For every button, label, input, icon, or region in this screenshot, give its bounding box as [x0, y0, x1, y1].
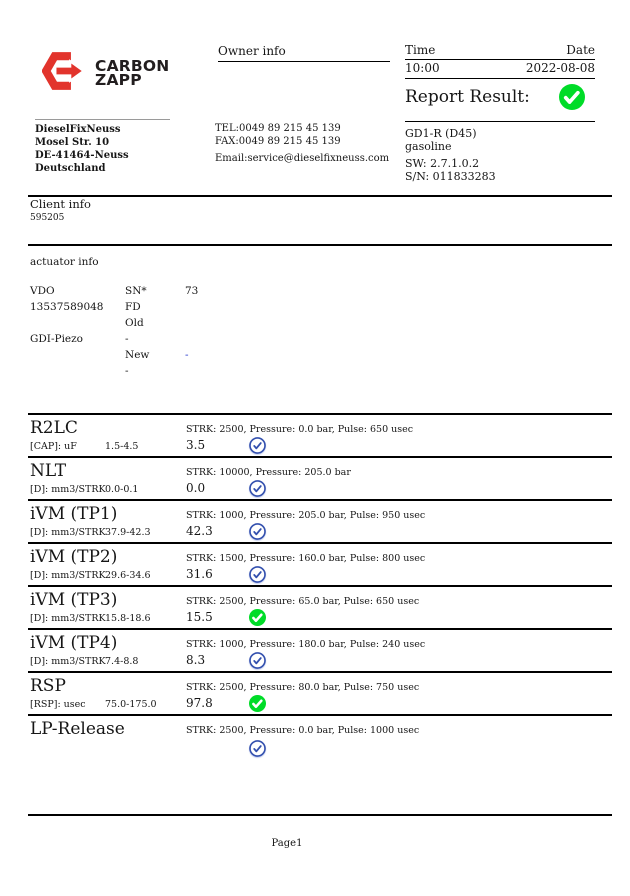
test-section-ivm-tp1	[28, 499, 612, 542]
actuator-field-value: 73	[185, 285, 199, 297]
test-value: 0.0	[186, 481, 206, 495]
test-value: 31.6	[186, 567, 213, 581]
test-name: iVM (TP1)	[30, 504, 118, 524]
owner-tel: TEL:0049 89 215 45 139	[215, 123, 341, 134]
machine-software-version: SW: 2.7.1.0.2	[405, 157, 480, 170]
actuator-row	[30, 363, 285, 379]
status-check-icon	[249, 652, 266, 669]
test-conditions: STRK: 1000, Pressure: 180.0 bar, Pulse: 240 usec	[186, 639, 426, 650]
machine-serial-number: S/N: 011833283	[405, 170, 496, 183]
test-section-lp-release	[28, 714, 612, 764]
owner-divider-line	[35, 119, 170, 120]
test-param-label: [D]: mm3/STRK	[30, 613, 106, 624]
test-section-ivm-tp3	[28, 585, 612, 628]
logo-text-line2: ZAPP	[95, 71, 142, 89]
test-range: 0.0-0.1	[105, 484, 139, 495]
machine-divider-line	[405, 121, 595, 122]
test-param-label: [D]: mm3/STRK	[30, 570, 106, 581]
status-check-icon	[249, 566, 266, 583]
actuator-cell	[30, 363, 125, 379]
test-section-r2lc	[28, 413, 612, 456]
test-name: LP-Release	[30, 719, 125, 739]
status-check-icon	[249, 609, 266, 626]
test-name: NLT	[30, 461, 67, 481]
report-result-label: Report Result:	[405, 87, 530, 107]
owner-info-heading: Owner info	[218, 44, 390, 62]
test-param-label: [RSP]: usec	[30, 699, 86, 710]
footer-divider	[28, 814, 612, 816]
logo-text-line1: CARBON	[95, 56, 170, 75]
logo-text	[95, 56, 170, 89]
report-result	[405, 84, 595, 112]
test-name: iVM (TP4)	[30, 633, 118, 653]
test-conditions: STRK: 1500, Pressure: 160.0 bar, Pulse: 800 usec	[186, 553, 426, 564]
status-check-icon	[249, 695, 266, 712]
owner-address-block	[35, 123, 129, 175]
actuator-row	[30, 283, 285, 299]
time-value: 10:00	[405, 61, 440, 75]
actuator-field-label: New	[125, 349, 150, 361]
actuator-field-value	[185, 299, 285, 315]
owner-name: DieselFixNeuss	[35, 124, 121, 135]
test-section-nlt	[28, 456, 612, 499]
actuator-field-value	[185, 331, 285, 347]
actuator-field-label: SN*	[125, 285, 147, 297]
actuator-brand: VDO	[30, 285, 55, 297]
actuator-table	[30, 283, 285, 379]
test-range: 75.0-175.0	[105, 699, 157, 710]
client-number: 595205	[30, 213, 65, 223]
test-param-label: [CAP]: uF	[30, 441, 77, 452]
test-conditions: STRK: 10000, Pressure: 205.0 bar	[186, 467, 351, 478]
actuator-row	[30, 315, 285, 331]
actuator-cell	[30, 315, 125, 331]
test-param-label: [D]: mm3/STRK	[30, 527, 106, 538]
test-conditions: STRK: 2500, Pressure: 0.0 bar, Pulse: 650 usec	[186, 424, 414, 435]
test-conditions: STRK: 2500, Pressure: 0.0 bar, Pulse: 1000 usec	[186, 725, 420, 736]
client-info-block	[30, 197, 91, 223]
actuator-row	[30, 299, 285, 315]
actuator-field-value	[185, 363, 285, 379]
owner-fax: FAX:0049 89 215 45 139	[215, 136, 341, 147]
machine-model: GD1-R (D45)	[405, 127, 477, 140]
actuator-field-label: Old	[125, 317, 144, 329]
owner-contact-block	[215, 122, 389, 165]
owner-email: Email:service@dieselfixneuss.com	[215, 153, 390, 164]
actuator-field-label: -	[125, 333, 129, 345]
time-date-values-row	[405, 60, 595, 79]
test-name: iVM (TP2)	[30, 547, 118, 567]
test-range: 1.5-4.5	[105, 441, 139, 452]
actuator-field-label: -	[125, 365, 129, 377]
test-range: 7.4-8.8	[105, 656, 139, 667]
date-label: Date	[566, 43, 595, 57]
actuator-part-number: 13537589048	[30, 301, 104, 313]
actuator-type: GDI-Piezo	[30, 333, 83, 345]
carbon-zapp-logo	[42, 50, 169, 96]
date-value: 2022-08-08	[525, 61, 595, 75]
actuator-field-label: FD	[125, 301, 141, 313]
section-divider	[28, 195, 612, 197]
test-value: 15.5	[186, 610, 213, 624]
actuator-row	[30, 347, 285, 363]
test-results-list	[28, 413, 612, 764]
carbon-zapp-hex-arrow-icon	[42, 50, 88, 96]
test-conditions: STRK: 1000, Pressure: 205.0 bar, Pulse: 950 usec	[186, 510, 426, 521]
status-check-icon	[249, 480, 266, 497]
actuator-field-value	[185, 315, 285, 331]
test-value: 8.3	[186, 653, 206, 667]
client-info-heading: Client info	[30, 197, 91, 211]
test-value: 42.3	[186, 524, 213, 538]
time-date-block	[405, 43, 595, 79]
actuator-field-value: -	[185, 349, 189, 361]
test-range: 29.6-34.6	[105, 570, 151, 581]
test-value: 97.8	[186, 696, 213, 710]
test-conditions: STRK: 2500, Pressure: 65.0 bar, Pulse: 650 usec	[186, 596, 420, 607]
test-value: 3.5	[186, 438, 206, 452]
actuator-row	[30, 331, 285, 347]
page-number: Page1	[271, 838, 303, 849]
test-range: 37.9-42.3	[105, 527, 151, 538]
green-check-icon	[559, 84, 585, 110]
owner-city: DE-41464-Neuss	[35, 150, 129, 161]
actuator-cell	[30, 347, 125, 363]
test-name: RSP	[30, 676, 66, 696]
test-name: R2LC	[30, 418, 78, 438]
status-check-icon	[249, 437, 266, 454]
test-param-label: [D]: mm3/STRK	[30, 484, 106, 495]
test-section-ivm-tp2	[28, 542, 612, 585]
time-label: Time	[405, 43, 436, 57]
machine-info-block	[405, 127, 496, 183]
test-param-label: [D]: mm3/STRK	[30, 656, 106, 667]
test-range: 15.8-18.6	[105, 613, 151, 624]
status-check-icon	[249, 740, 266, 757]
machine-fuel-type: gasoline	[405, 140, 452, 153]
owner-street: Mosel Str. 10	[35, 137, 110, 148]
test-name: iVM (TP3)	[30, 590, 118, 610]
time-date-labels-row	[405, 43, 595, 60]
test-section-rsp	[28, 671, 612, 714]
test-conditions: STRK: 2500, Pressure: 80.0 bar, Pulse: 750 usec	[186, 682, 420, 693]
actuator-info-heading: actuator info	[30, 256, 99, 268]
owner-country: Deutschland	[35, 163, 106, 174]
section-divider	[28, 244, 612, 246]
test-section-ivm-tp4	[28, 628, 612, 671]
status-check-icon	[249, 523, 266, 540]
